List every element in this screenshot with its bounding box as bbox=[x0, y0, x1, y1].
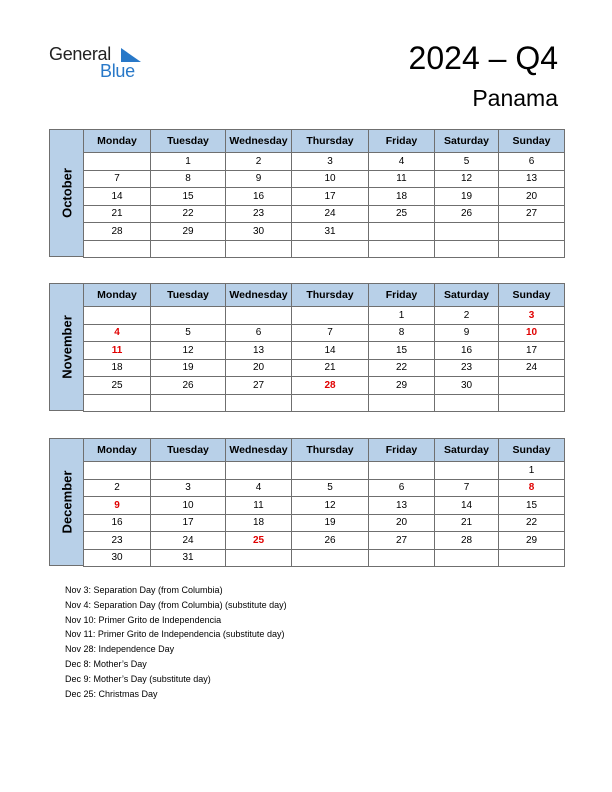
day-cell bbox=[369, 240, 435, 258]
day-cell: 26 bbox=[435, 205, 499, 223]
day-cell: 30 bbox=[435, 377, 499, 395]
weekday-header: Sunday bbox=[499, 284, 565, 307]
month-name-label bbox=[49, 129, 83, 257]
day-cell: 23 bbox=[435, 359, 499, 377]
holiday-note: Nov 3: Separation Day (from Columbia) bbox=[65, 585, 223, 595]
day-cell: 5 bbox=[435, 153, 499, 171]
day-cell: 19 bbox=[151, 359, 226, 377]
weekday-header: Tuesday bbox=[151, 439, 226, 462]
week-row bbox=[84, 188, 565, 206]
day-cell: 3 bbox=[292, 153, 369, 171]
weekday-header: Monday bbox=[84, 130, 151, 153]
day-cell: 4 bbox=[84, 324, 151, 342]
day-cell bbox=[84, 240, 151, 258]
day-cell: 14 bbox=[435, 497, 499, 515]
week-row bbox=[84, 549, 565, 567]
month-name: October bbox=[59, 168, 74, 218]
day-cell: 16 bbox=[84, 514, 151, 532]
day-cell bbox=[226, 394, 292, 412]
day-cell bbox=[435, 462, 499, 480]
day-cell bbox=[499, 223, 565, 241]
week-row bbox=[84, 153, 565, 171]
day-cell bbox=[84, 153, 151, 171]
weekday-header: Thursday bbox=[292, 284, 369, 307]
page-title: 2024 – Q4 bbox=[408, 40, 558, 76]
day-cell: 5 bbox=[292, 479, 369, 497]
day-cell: 1 bbox=[499, 462, 565, 480]
day-cell: 20 bbox=[369, 514, 435, 532]
day-cell: 30 bbox=[226, 223, 292, 241]
day-cell: 1 bbox=[151, 153, 226, 171]
day-cell: 11 bbox=[226, 497, 292, 515]
day-cell: 19 bbox=[292, 514, 369, 532]
holiday-notes bbox=[65, 583, 287, 701]
weekday-header: Saturday bbox=[435, 439, 499, 462]
weekday-header-row bbox=[84, 439, 565, 462]
day-cell: 24 bbox=[292, 205, 369, 223]
day-cell bbox=[435, 394, 499, 412]
holiday-note: Nov 11: Primer Grito de Independencia (substitute day) bbox=[65, 629, 285, 640]
day-cell: 12 bbox=[292, 497, 369, 515]
calendar-grid bbox=[83, 129, 565, 258]
day-cell: 21 bbox=[292, 359, 369, 377]
day-cell bbox=[369, 549, 435, 567]
holiday-note: Nov 4: Separation Day (from Columbia) (substitute day) bbox=[65, 599, 287, 610]
day-cell: 12 bbox=[435, 170, 499, 188]
day-cell: 9 bbox=[435, 324, 499, 342]
day-cell bbox=[226, 462, 292, 480]
day-cell bbox=[226, 307, 292, 325]
day-cell: 13 bbox=[226, 342, 292, 360]
day-cell bbox=[369, 223, 435, 241]
day-cell: 14 bbox=[84, 188, 151, 206]
day-cell: 6 bbox=[499, 153, 565, 171]
day-cell bbox=[499, 240, 565, 258]
month-name: November bbox=[59, 315, 74, 379]
day-cell: 1 bbox=[369, 307, 435, 325]
weekday-header: Tuesday bbox=[151, 284, 226, 307]
weekday-header: Friday bbox=[369, 284, 435, 307]
day-cell bbox=[84, 462, 151, 480]
day-cell: 29 bbox=[151, 223, 226, 241]
weekday-header: Wednesday bbox=[226, 130, 292, 153]
day-cell: 24 bbox=[151, 532, 226, 550]
day-cell: 2 bbox=[435, 307, 499, 325]
day-cell: 28 bbox=[84, 223, 151, 241]
calendar-grid bbox=[83, 283, 565, 412]
day-cell: 24 bbox=[499, 359, 565, 377]
week-row bbox=[84, 462, 565, 480]
weekday-header: Wednesday bbox=[226, 284, 292, 307]
day-cell: 12 bbox=[151, 342, 226, 360]
day-cell: 22 bbox=[369, 359, 435, 377]
day-cell: 27 bbox=[369, 532, 435, 550]
week-row bbox=[84, 170, 565, 188]
day-cell bbox=[226, 549, 292, 567]
week-row bbox=[84, 307, 565, 325]
week-row bbox=[84, 532, 565, 550]
day-cell: 8 bbox=[499, 479, 565, 497]
week-row bbox=[84, 240, 565, 258]
day-cell: 25 bbox=[84, 377, 151, 395]
holiday-note: Dec 9: Mother’s Day (substitute day) bbox=[65, 673, 211, 684]
day-cell bbox=[499, 394, 565, 412]
weekday-header: Monday bbox=[84, 439, 151, 462]
day-cell: 25 bbox=[369, 205, 435, 223]
holiday-note: Nov 10: Primer Grito de Independencia bbox=[65, 614, 222, 625]
day-cell: 26 bbox=[292, 532, 369, 550]
month-calendar-december bbox=[49, 438, 564, 566]
day-cell: 16 bbox=[226, 188, 292, 206]
day-cell: 8 bbox=[369, 324, 435, 342]
weekday-header: Tuesday bbox=[151, 130, 226, 153]
week-row bbox=[84, 394, 565, 412]
week-row bbox=[84, 497, 565, 515]
logo-text-blue: Blue bbox=[100, 61, 135, 81]
day-cell: 13 bbox=[499, 170, 565, 188]
day-cell: 27 bbox=[226, 377, 292, 395]
day-cell bbox=[151, 307, 226, 325]
holiday-note: Nov 28: Independence Day bbox=[65, 644, 175, 655]
weekday-header-row bbox=[84, 130, 565, 153]
day-cell: 10 bbox=[151, 497, 226, 515]
day-cell: 13 bbox=[369, 497, 435, 515]
holiday-note: Dec 25: Christmas Day bbox=[65, 688, 158, 699]
day-cell: 4 bbox=[226, 479, 292, 497]
day-cell: 27 bbox=[499, 205, 565, 223]
day-cell bbox=[292, 240, 369, 258]
day-cell: 7 bbox=[84, 170, 151, 188]
day-cell: 10 bbox=[499, 324, 565, 342]
day-cell bbox=[292, 307, 369, 325]
week-row bbox=[84, 342, 565, 360]
day-cell: 19 bbox=[435, 188, 499, 206]
day-cell bbox=[151, 462, 226, 480]
generalblue-logo bbox=[49, 44, 149, 84]
day-cell: 6 bbox=[226, 324, 292, 342]
weekday-header: Sunday bbox=[499, 439, 565, 462]
week-row bbox=[84, 223, 565, 241]
day-cell: 3 bbox=[499, 307, 565, 325]
weekday-header: Monday bbox=[84, 284, 151, 307]
day-cell: 4 bbox=[369, 153, 435, 171]
week-row bbox=[84, 479, 565, 497]
day-cell: 15 bbox=[151, 188, 226, 206]
day-cell: 16 bbox=[435, 342, 499, 360]
day-cell: 17 bbox=[499, 342, 565, 360]
day-cell bbox=[499, 377, 565, 395]
day-cell: 23 bbox=[226, 205, 292, 223]
day-cell: 2 bbox=[84, 479, 151, 497]
weekday-header: Wednesday bbox=[226, 439, 292, 462]
day-cell: 14 bbox=[292, 342, 369, 360]
day-cell: 21 bbox=[435, 514, 499, 532]
day-cell: 20 bbox=[226, 359, 292, 377]
day-cell: 28 bbox=[292, 377, 369, 395]
day-cell: 17 bbox=[292, 188, 369, 206]
weekday-header: Friday bbox=[369, 439, 435, 462]
day-cell: 18 bbox=[369, 188, 435, 206]
day-cell bbox=[84, 307, 151, 325]
day-cell: 21 bbox=[84, 205, 151, 223]
day-cell: 15 bbox=[369, 342, 435, 360]
day-cell bbox=[226, 240, 292, 258]
day-cell: 15 bbox=[499, 497, 565, 515]
day-cell bbox=[292, 462, 369, 480]
weekday-header: Thursday bbox=[292, 439, 369, 462]
day-cell: 28 bbox=[435, 532, 499, 550]
day-cell: 3 bbox=[151, 479, 226, 497]
day-cell: 29 bbox=[499, 532, 565, 550]
day-cell: 22 bbox=[151, 205, 226, 223]
week-row bbox=[84, 324, 565, 342]
weekday-header: Saturday bbox=[435, 130, 499, 153]
week-row bbox=[84, 514, 565, 532]
month-calendar-october bbox=[49, 129, 564, 257]
day-cell: 11 bbox=[84, 342, 151, 360]
day-cell: 18 bbox=[226, 514, 292, 532]
day-cell: 6 bbox=[369, 479, 435, 497]
day-cell: 26 bbox=[151, 377, 226, 395]
day-cell: 18 bbox=[84, 359, 151, 377]
day-cell bbox=[369, 462, 435, 480]
day-cell bbox=[435, 240, 499, 258]
month-name-label bbox=[49, 283, 83, 411]
calendar-grid bbox=[83, 438, 565, 567]
day-cell: 7 bbox=[292, 324, 369, 342]
day-cell: 2 bbox=[226, 153, 292, 171]
holiday-note: Dec 8: Mother’s Day bbox=[65, 658, 147, 669]
country-name: Panama bbox=[472, 85, 558, 111]
weekday-header-row bbox=[84, 284, 565, 307]
day-cell: 31 bbox=[151, 549, 226, 567]
day-cell: 29 bbox=[369, 377, 435, 395]
day-cell bbox=[369, 394, 435, 412]
week-row bbox=[84, 359, 565, 377]
week-row bbox=[84, 205, 565, 223]
month-calendar-november bbox=[49, 283, 564, 411]
day-cell: 23 bbox=[84, 532, 151, 550]
weekday-header: Sunday bbox=[499, 130, 565, 153]
day-cell bbox=[84, 394, 151, 412]
day-cell: 5 bbox=[151, 324, 226, 342]
day-cell: 7 bbox=[435, 479, 499, 497]
day-cell bbox=[151, 240, 226, 258]
day-cell: 25 bbox=[226, 532, 292, 550]
day-cell bbox=[151, 394, 226, 412]
day-cell: 9 bbox=[226, 170, 292, 188]
day-cell bbox=[292, 549, 369, 567]
day-cell: 9 bbox=[84, 497, 151, 515]
day-cell bbox=[435, 223, 499, 241]
weekday-header: Friday bbox=[369, 130, 435, 153]
day-cell: 17 bbox=[151, 514, 226, 532]
day-cell: 8 bbox=[151, 170, 226, 188]
day-cell: 11 bbox=[369, 170, 435, 188]
logo-text-general: General bbox=[49, 44, 111, 64]
weekday-header: Thursday bbox=[292, 130, 369, 153]
month-name: December bbox=[59, 470, 74, 534]
weekday-header: Saturday bbox=[435, 284, 499, 307]
week-row bbox=[84, 377, 565, 395]
day-cell: 22 bbox=[499, 514, 565, 532]
day-cell: 10 bbox=[292, 170, 369, 188]
day-cell bbox=[499, 549, 565, 567]
day-cell: 31 bbox=[292, 223, 369, 241]
month-name-label bbox=[49, 438, 83, 566]
day-cell bbox=[292, 394, 369, 412]
day-cell: 30 bbox=[84, 549, 151, 567]
day-cell: 20 bbox=[499, 188, 565, 206]
day-cell bbox=[435, 549, 499, 567]
